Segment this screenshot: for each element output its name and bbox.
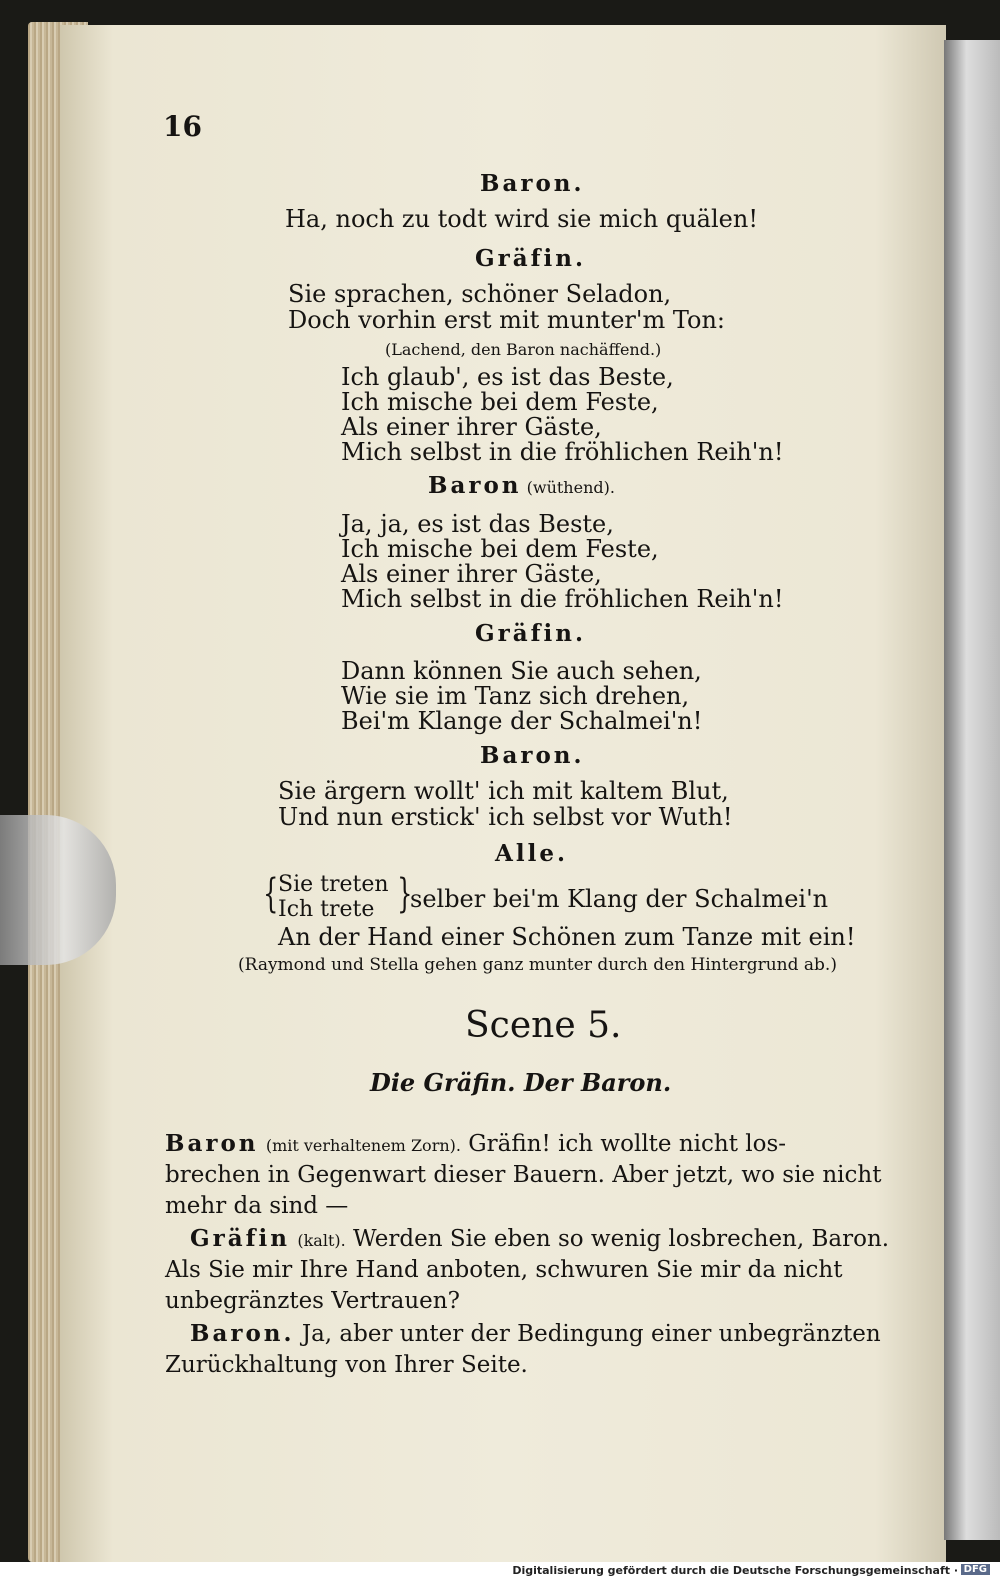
verse-line: Sie ärgern wollt' ich mit kaltem Blut, [278,777,729,805]
verse-line: Sie sprachen, schöner Seladon, [288,280,672,308]
verse-variant: Ich trete [278,897,375,922]
digitization-footer [0,1562,1000,1580]
verse-line: Mich selbst in die fröhlichen Reih'n! [341,585,784,613]
prose-line: brechen in Gegenwart dieser Bauern. Aber jetzt, wo sie nicht [165,1162,882,1188]
verse-line: Doch vorhin erst mit munter'm Ton: [288,306,726,334]
speaker-baron: Baron. [480,742,585,769]
prose-text: Werden Sie eben so wenig losbrechen, Baron. [353,1226,890,1252]
speaker-graefin: Gräfin. [475,620,587,647]
stage-direction: (mit verhaltenem Zorn). [265,1136,461,1155]
speaker-alle: Alle. [495,840,568,867]
prose-line: mehr da sind — [165,1193,349,1219]
prose-line [190,1320,881,1347]
stage-direction: (kalt). [297,1231,346,1250]
speaker-graefin: Gräfin [190,1225,291,1252]
speaker-baron: Baron. [480,170,585,197]
verse-line: Ich glaub', es ist das Beste, [341,363,674,391]
facing-page-shadow [944,40,1000,1540]
dfg-logo: DFG [961,1564,990,1575]
footer-text: Digitalisierung gefördert durch die Deutsche Forschungsgemeinschaft · [512,1564,958,1577]
speaker-graefin: Gräfin. [475,245,587,272]
verse-line: Mich selbst in die fröhlichen Reih'n! [341,438,784,466]
verse-variant: Sie treten [278,872,389,897]
prose-line: Zurückhaltung von Ihrer Seite. [165,1352,528,1378]
stage-direction: (wüthend). [526,478,615,497]
speaker-baron: Baron [165,1130,259,1157]
page-number: 16 [163,110,202,143]
verse-line: Ich mische bei dem Feste, [341,535,659,563]
scene-persons: Die Gräfin. Der Baron. [370,1068,672,1097]
verse-line: Als einer ihrer Gäste, [341,560,602,588]
prose-text: Gräfin! ich wollte nicht los- [468,1131,787,1157]
prose-line [165,1130,786,1157]
verse-line: Und nun erstick' ich selbst vor Wuth! [278,803,733,831]
speaker-baron: Baron. [190,1320,295,1347]
verse-line: An der Hand einer Schönen zum Tanze mit ein! [278,923,856,951]
prose-line: Als Sie mir Ihre Hand anboten, schwuren Sie mir da nicht [165,1257,843,1283]
prose-line: unbegränztes Vertrauen? [165,1288,460,1314]
verse-line: selber bei'm Klang der Schalmei'n [410,885,829,913]
stage-direction: (Lachend, den Baron nachäffend.) [385,340,662,359]
verse-line: Als einer ihrer Gäste, [341,413,602,441]
verse-line: Ich mische bei dem Feste, [341,388,659,416]
verse-line: Dann können Sie auch sehen, [341,657,702,685]
prose-text: Ja, aber unter der Bedingung einer unbegränzten [301,1321,881,1347]
verse-line: Ja, ja, es ist das Beste, [341,510,614,538]
right-brace: } [397,871,413,917]
stage-direction: (Raymond und Stella gehen ganz munter durch den Hintergrund ab.) [238,955,837,975]
prose-line [190,1225,889,1252]
speaker-line [428,472,615,499]
verse-line: Wie sie im Tanz sich drehen, [341,682,690,710]
verse-line: Ha, noch zu todt wird sie mich quälen! [285,205,758,233]
speaker-baron: Baron [428,472,522,499]
scene-heading: Scene 5. [465,1005,622,1046]
left-brace: { [263,871,279,917]
verse-line: Bei'm Klange der Schalmei'n! [341,707,703,735]
